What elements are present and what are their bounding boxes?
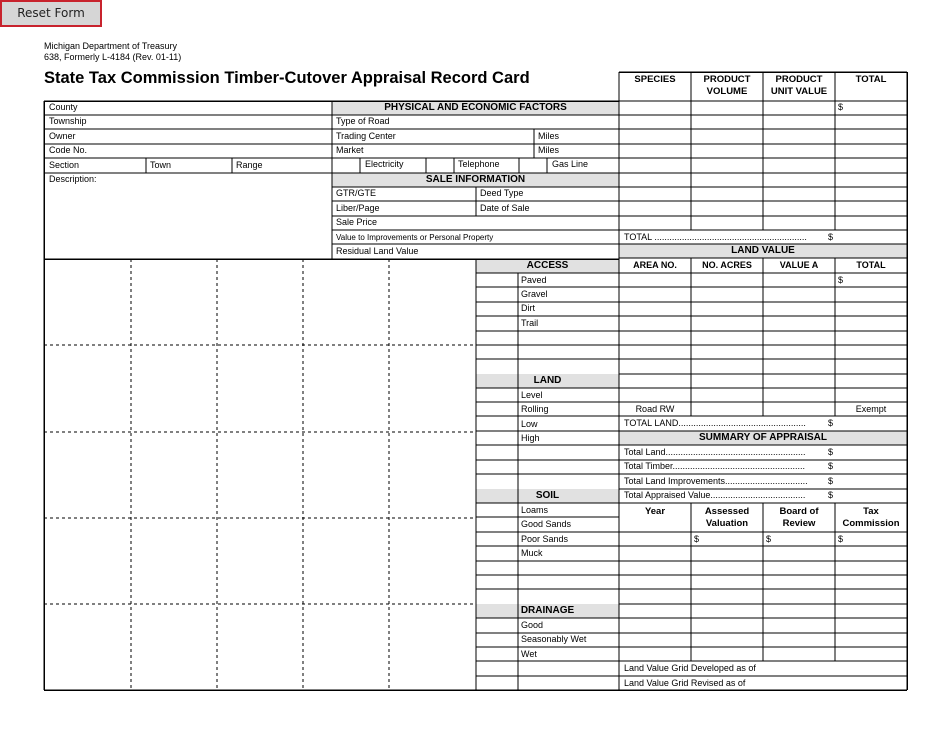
drainage-item: Good: [521, 620, 544, 630]
board-of-review-header: Board of Review: [779, 506, 819, 529]
land-value-heading: LAND VALUE: [731, 245, 795, 256]
telephone-label: Telephone: [458, 159, 500, 169]
type-of-road-label: Type of Road: [336, 116, 390, 126]
department-name: Michigan Department of Treasury: [44, 41, 178, 51]
deed-type-label: Deed Type: [480, 188, 524, 198]
reset-form-button[interactable]: Reset Form: [0, 0, 102, 27]
road-rw-label: Road RW: [635, 404, 675, 414]
access-item: Paved: [521, 275, 547, 285]
commission-dollar: $: [838, 534, 844, 544]
town-label: Town: [150, 160, 172, 170]
county-label: County: [49, 102, 78, 112]
value-a-header: VALUE A: [779, 260, 819, 270]
description-label: Description:: [49, 174, 97, 184]
species-total-dollar: $: [838, 102, 844, 112]
summary-total-timber: Total Timber.....................................................: [624, 461, 806, 471]
owner-label: Owner: [49, 131, 76, 141]
access-item: Dirt: [521, 303, 535, 313]
land-item: Rolling: [521, 404, 549, 414]
summary-dollar-3: $: [828, 476, 834, 486]
land-heading: LAND: [533, 375, 562, 386]
product-unit-value-header: PRODUCT UNIT VALUE: [770, 74, 828, 97]
soil-item: Muck: [521, 548, 543, 558]
species-header: SPECIES: [634, 74, 676, 85]
page-title: State Tax Commission Timber-Cutover Appraisal Record Card: [44, 69, 530, 87]
total-header: TOTAL: [855, 74, 887, 85]
review-dollar: $: [766, 534, 772, 544]
date-of-sale-label: Date of Sale: [480, 203, 530, 213]
drainage-item: Wet: [521, 649, 537, 659]
product-volume-header: PRODUCT VOLUME: [703, 74, 751, 97]
assessed-dollar: $: [694, 534, 700, 544]
range-label: Range: [236, 160, 263, 170]
form-number: 638, Formerly L-4184 (Rev. 01-11): [44, 52, 182, 62]
land-item: High: [521, 433, 540, 443]
summary-dollar-1: $: [828, 447, 834, 457]
summary-heading: SUMMARY OF APPRAISAL: [699, 432, 827, 443]
grid-developed-label: Land Value Grid Developed as of: [624, 663, 756, 673]
species-total-label: TOTAL .............................................................: [624, 232, 807, 242]
soil-item: Poor Sands: [521, 534, 569, 544]
gas-line-label: Gas Line: [552, 159, 589, 169]
sale-price-label: Sale Price: [336, 217, 378, 227]
tax-commission-header: Tax Commission: [842, 506, 900, 529]
gtr-gte-label: GTR/GTE: [336, 188, 376, 198]
section-label: Section: [49, 160, 80, 170]
township-label: Township: [49, 116, 87, 126]
total-land-row-label: TOTAL LAND...................................................: [624, 418, 806, 428]
summary-total-land-improvements: Total Land Improvements.................................: [624, 476, 808, 486]
access-item: Trail: [521, 318, 539, 328]
soil-item: Loams: [521, 505, 549, 515]
residual-land-value-label: Residual Land Value: [336, 246, 419, 256]
drainage-item: Seasonably Wet: [521, 634, 587, 644]
sale-information-heading: SALE INFORMATION: [425, 174, 526, 185]
liber-page-label: Liber/Page: [336, 203, 380, 213]
soil-item: Good Sands: [521, 519, 572, 529]
trading-center-label: Trading Center: [336, 131, 396, 141]
miles-label-1: Miles: [538, 131, 560, 141]
electricity-label: Electricity: [365, 159, 404, 169]
total-land-row-dollar: $: [828, 418, 834, 428]
summary-total-land: Total Land........................................................: [624, 447, 806, 457]
summary-total-appraised-value: Total Appraised Value......................................: [624, 490, 806, 500]
grid-revised-label: Land Value Grid Revised as of: [624, 678, 746, 688]
market-label: Market: [336, 145, 364, 155]
species-grand-total-dollar: $: [828, 232, 834, 242]
area-no-header: AREA NO.: [633, 260, 677, 270]
assessed-valuation-header: Assessed Valuation: [704, 506, 750, 529]
physical-factors-heading: PHYSICAL AND ECONOMIC FACTORS: [384, 102, 567, 113]
drainage-heading: DRAINAGE: [520, 605, 575, 616]
land-item: Low: [521, 419, 538, 429]
land-total-dollar: $: [838, 275, 844, 285]
miles-label-2: Miles: [538, 145, 560, 155]
access-heading: ACCESS: [526, 260, 569, 271]
value-to-improvements-label: Value to Improvements or Personal Property: [336, 233, 494, 242]
no-acres-header: NO. ACRES: [702, 260, 752, 270]
land-item: Level: [521, 390, 543, 400]
year-header: Year: [644, 506, 666, 517]
soil-heading: SOIL: [535, 490, 560, 501]
summary-dollar-2: $: [828, 461, 834, 471]
access-item: Gravel: [521, 289, 548, 299]
land-total-header: TOTAL: [856, 260, 886, 270]
exempt-label: Exempt: [855, 404, 887, 414]
summary-dollar-4: $: [828, 490, 834, 500]
code-no-label: Code No.: [49, 145, 88, 155]
